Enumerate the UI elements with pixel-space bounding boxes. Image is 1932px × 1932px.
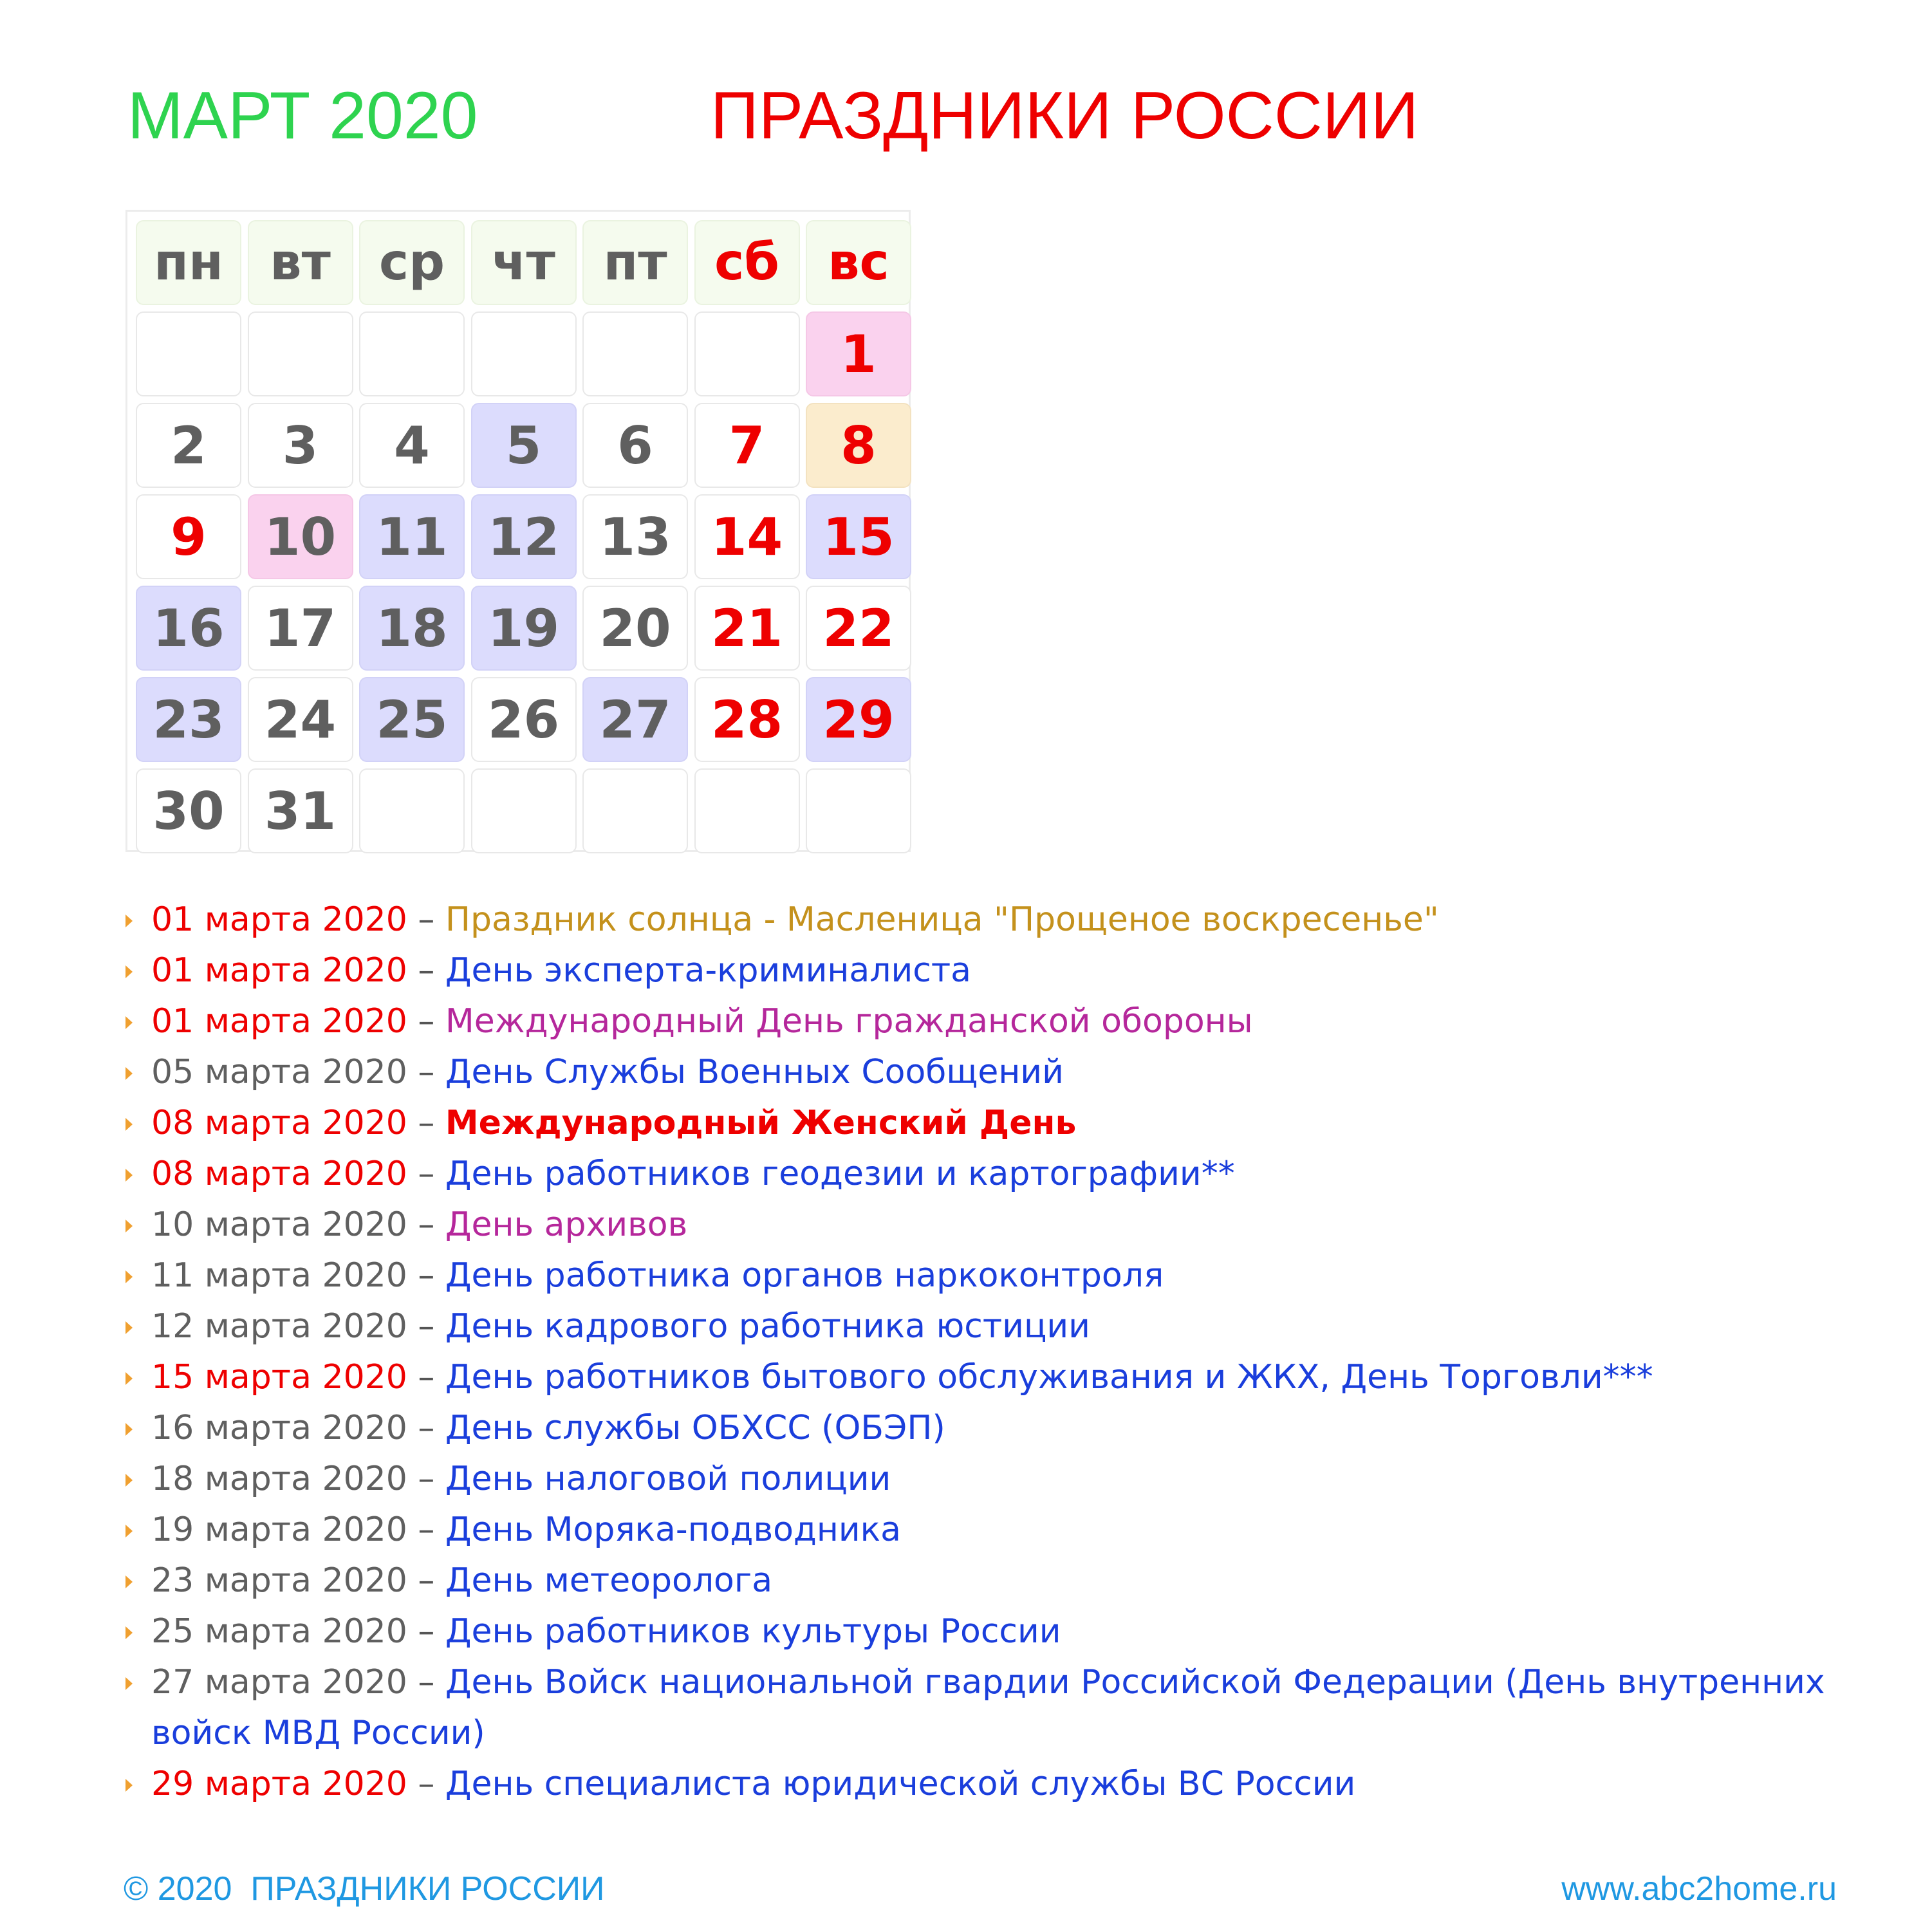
event-separator: – xyxy=(418,1205,435,1244)
event-separator: – xyxy=(418,1460,435,1498)
event-date: 08 марта 2020 xyxy=(151,1155,407,1193)
calendar-empty-cell xyxy=(248,311,353,396)
event-date: 11 марта 2020 xyxy=(151,1256,407,1295)
calendar-day: 4 xyxy=(359,403,465,488)
event-name[interactable]: День Войск национальной гвардии Российской Федерации (День внутренних войск МВД России) xyxy=(151,1663,1825,1752)
calendar-day: 12 xyxy=(471,494,577,579)
event-separator: – xyxy=(418,1256,435,1295)
calendar-day: 17 xyxy=(248,586,353,671)
calendar-empty-cell xyxy=(694,311,800,396)
calendar-day: 31 xyxy=(248,768,353,853)
calendar-day: 3 xyxy=(248,403,353,488)
bullet-triangle-icon xyxy=(125,915,133,927)
bullet-triangle-icon xyxy=(125,1169,133,1182)
calendar-day: 5 xyxy=(471,403,577,488)
list-item xyxy=(125,1250,1876,1301)
list-item xyxy=(125,1759,1876,1810)
event-name[interactable]: День кадрового работника юстиции xyxy=(445,1307,1090,1346)
calendar-day: 21 xyxy=(694,586,800,671)
event-date: 18 марта 2020 xyxy=(151,1460,407,1498)
event-name[interactable]: Международный Женский День xyxy=(445,1104,1077,1142)
calendar-empty-cell xyxy=(582,311,688,396)
list-item xyxy=(125,1403,1876,1454)
event-date: 12 марта 2020 xyxy=(151,1307,407,1346)
calendar-day: 15 xyxy=(806,494,911,579)
calendar-day: 16 xyxy=(136,586,241,671)
bullet-triangle-icon xyxy=(125,1067,133,1080)
list-item xyxy=(125,1454,1876,1505)
event-date: 10 марта 2020 xyxy=(151,1205,407,1244)
event-separator: – xyxy=(418,900,435,939)
list-item xyxy=(125,1047,1876,1098)
bullet-triangle-icon xyxy=(125,1423,133,1436)
event-separator: – xyxy=(418,1765,435,1803)
event-name[interactable]: День метеоролога xyxy=(445,1561,773,1600)
event-separator: – xyxy=(418,1358,435,1397)
calendar-day: 30 xyxy=(136,768,241,853)
list-item xyxy=(125,1301,1876,1352)
footer-website-link[interactable]: www.abc2home.ru xyxy=(1561,1870,1837,1908)
calendar-day: 9 xyxy=(136,494,241,579)
weekday-header: вт xyxy=(248,220,353,305)
list-item xyxy=(125,1606,1876,1657)
list-item xyxy=(125,1098,1876,1149)
calendar-day: 6 xyxy=(582,403,688,488)
event-date: 05 марта 2020 xyxy=(151,1053,407,1091)
event-separator: – xyxy=(418,1409,435,1447)
event-date: 16 марта 2020 xyxy=(151,1409,407,1447)
calendar-day: 14 xyxy=(694,494,800,579)
calendar-empty-cell xyxy=(806,768,911,853)
event-name[interactable]: День работников геодезии и картографии** xyxy=(445,1155,1235,1193)
holiday-list xyxy=(125,895,1876,1810)
calendar-empty-cell xyxy=(359,311,465,396)
event-date: 29 марта 2020 xyxy=(151,1765,407,1803)
bullet-triangle-icon xyxy=(125,1321,133,1334)
event-name[interactable]: День работников культуры России xyxy=(445,1612,1061,1651)
event-separator: – xyxy=(418,1307,435,1346)
bullet-triangle-icon xyxy=(125,1575,133,1588)
event-date: 01 марта 2020 xyxy=(151,900,407,939)
calendar-empty-cell xyxy=(582,768,688,853)
calendar-day: 29 xyxy=(806,677,911,762)
event-separator: – xyxy=(418,1104,435,1142)
event-separator: – xyxy=(418,1155,435,1193)
list-item xyxy=(125,945,1876,996)
calendar-day: 20 xyxy=(582,586,688,671)
event-date: 27 марта 2020 xyxy=(151,1663,407,1702)
event-name[interactable]: День службы ОБХСС (ОБЭП) xyxy=(445,1409,945,1447)
weekday-header: пт xyxy=(582,220,688,305)
event-name[interactable]: День налоговой полиции xyxy=(445,1460,891,1498)
event-name[interactable]: День архивов xyxy=(445,1205,688,1244)
list-item xyxy=(125,1149,1876,1200)
event-date: 01 марта 2020 xyxy=(151,951,407,990)
calendar-day: 24 xyxy=(248,677,353,762)
event-name[interactable]: День Моряка-подводника xyxy=(445,1510,901,1549)
list-item xyxy=(125,895,1876,945)
event-name[interactable]: Международный День гражданской обороны xyxy=(445,1002,1253,1041)
weekday-header: ср xyxy=(359,220,465,305)
event-name[interactable]: День специалиста юридической службы ВС России xyxy=(445,1765,1356,1803)
month-title: МАРТ 2020 xyxy=(127,79,478,153)
event-date: 01 марта 2020 xyxy=(151,1002,407,1041)
list-item xyxy=(125,1657,1876,1759)
weekday-header: пн xyxy=(136,220,241,305)
event-name[interactable]: День работника органов наркоконтроля xyxy=(445,1256,1164,1295)
bullet-triangle-icon xyxy=(125,1118,133,1131)
event-separator: – xyxy=(418,951,435,990)
calendar-day: 2 xyxy=(136,403,241,488)
bullet-triangle-icon xyxy=(125,1779,133,1792)
list-item xyxy=(125,996,1876,1047)
calendar-day: 10 xyxy=(248,494,353,579)
list-item xyxy=(125,1200,1876,1250)
event-name[interactable]: Праздник солнца - Масленица "Прощеное воскресенье" xyxy=(445,900,1439,939)
calendar-empty-cell xyxy=(359,768,465,853)
bullet-triangle-icon xyxy=(125,1220,133,1232)
bullet-triangle-icon xyxy=(125,1525,133,1537)
event-separator: – xyxy=(418,1002,435,1041)
event-separator: – xyxy=(418,1510,435,1549)
calendar-day: 1 xyxy=(806,311,911,396)
bullet-triangle-icon xyxy=(125,1372,133,1385)
event-separator: – xyxy=(418,1612,435,1651)
event-separator: – xyxy=(418,1561,435,1600)
weekday-header: чт xyxy=(471,220,577,305)
month-calendar xyxy=(125,210,911,852)
event-date: 19 марта 2020 xyxy=(151,1510,407,1549)
calendar-day: 27 xyxy=(582,677,688,762)
bullet-triangle-icon xyxy=(125,1677,133,1690)
calendar-day: 13 xyxy=(582,494,688,579)
bullet-triangle-icon xyxy=(125,1270,133,1283)
calendar-empty-cell xyxy=(136,311,241,396)
event-date: 23 марта 2020 xyxy=(151,1561,407,1600)
calendar-day: 28 xyxy=(694,677,800,762)
calendar-empty-cell xyxy=(471,768,577,853)
calendar-day: 22 xyxy=(806,586,911,671)
event-date: 08 марта 2020 xyxy=(151,1104,407,1142)
page-title: ПРАЗДНИКИ РОССИИ xyxy=(711,79,1419,153)
calendar-day: 8 xyxy=(806,403,911,488)
event-date: 15 марта 2020 xyxy=(151,1358,407,1397)
calendar-day: 23 xyxy=(136,677,241,762)
list-item xyxy=(125,1352,1876,1403)
event-date: 25 марта 2020 xyxy=(151,1612,407,1651)
calendar-day: 11 xyxy=(359,494,465,579)
event-name[interactable]: День Службы Военных Сообщений xyxy=(445,1053,1064,1091)
calendar-day: 25 xyxy=(359,677,465,762)
calendar-day: 7 xyxy=(694,403,800,488)
bullet-triangle-icon xyxy=(125,1474,133,1487)
footer-copyright: © 2020 ПРАЗДНИКИ РОССИИ xyxy=(124,1870,605,1908)
calendar-day: 19 xyxy=(471,586,577,671)
weekday-header: вс xyxy=(806,220,911,305)
calendar-day: 26 xyxy=(471,677,577,762)
event-name[interactable]: День эксперта-криминалиста xyxy=(445,951,972,990)
event-separator: – xyxy=(418,1053,435,1091)
weekday-header: сб xyxy=(694,220,800,305)
bullet-triangle-icon xyxy=(125,1626,133,1639)
calendar-empty-cell xyxy=(694,768,800,853)
bullet-triangle-icon xyxy=(125,965,133,978)
list-item xyxy=(125,1505,1876,1556)
event-separator: – xyxy=(418,1663,435,1702)
list-item xyxy=(125,1556,1876,1606)
bullet-triangle-icon xyxy=(125,1016,133,1029)
calendar-empty-cell xyxy=(471,311,577,396)
event-name[interactable]: День работников бытового обслуживания и ЖКХ, День Торговли*** xyxy=(445,1358,1653,1397)
calendar-day: 18 xyxy=(359,586,465,671)
